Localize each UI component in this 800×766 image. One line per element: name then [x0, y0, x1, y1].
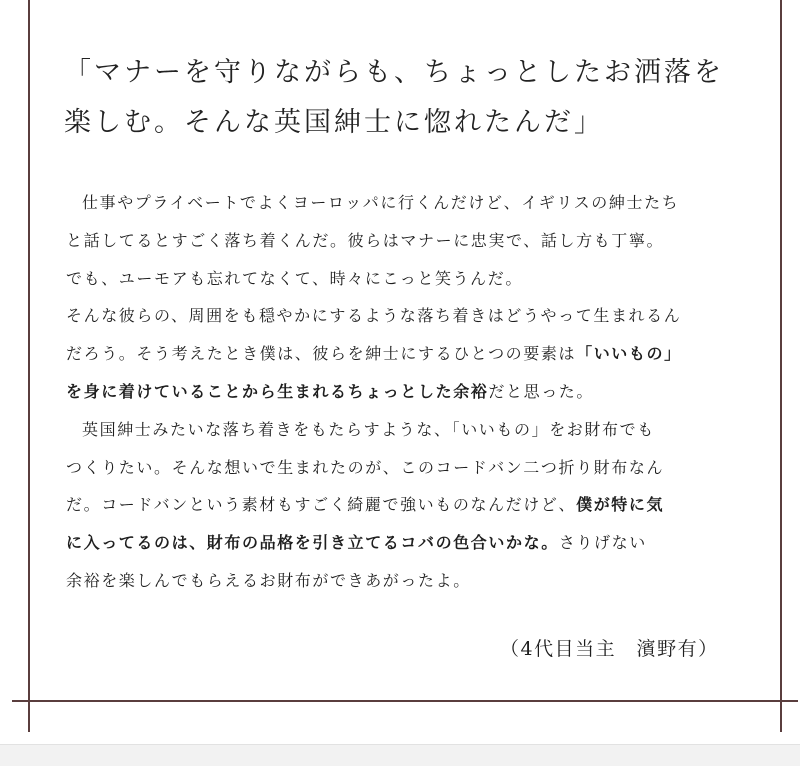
body-line: つくりたい。そんな想いで生まれたのが、このコードバン二つ折り財布なん	[66, 457, 665, 477]
heading-line-2: 楽しむ。そんな英国紳士に惚れたんだ」	[64, 107, 604, 138]
body-emphasis: を身に着けていることから生まれるちょっとした余裕	[66, 381, 489, 401]
body-line: 余裕を楽しんでもらえるお財布ができあがったよ。	[66, 570, 471, 590]
body-line	[66, 486, 750, 524]
story-body	[66, 184, 750, 600]
frame-right-line	[780, 0, 782, 732]
body-line: 仕事やプライベートでよくヨーロッパに行くんだけど、イギリスの紳士たち	[82, 193, 680, 212]
page-heading	[64, 48, 764, 148]
body-line: と話してるとすごく落ち着くんだ。彼らはマナーに忠実で、話し方も丁寧。	[66, 230, 665, 250]
body-text-span: だ。コードバンという素材もすごく綺麗で強いものなんだけど、	[66, 495, 577, 515]
body-emphasis: に入ってるのは、財布の品格を引き立てるコバの色合いかな。	[66, 533, 559, 553]
body-line: 英国紳士みたいな落ち着きをもたらすような、「いいもの」をお財布でも	[82, 419, 655, 439]
body-line	[66, 524, 750, 562]
author-signature: （4代目当主 濱野有）	[500, 638, 719, 660]
body-text-span: だと思った。	[488, 381, 595, 401]
body-line	[66, 373, 750, 411]
frame-bottom-line	[12, 700, 798, 702]
footer-strip	[0, 744, 800, 766]
body-text-span: さりげない	[558, 533, 647, 553]
body-line: でも、ユーモアも忘れてなくて、時々にこっと笑うんだ。	[66, 268, 523, 288]
frame-left-line	[28, 0, 30, 732]
body-line: そんな彼らの、周囲をも穏やかにするような落ち着きはどうやって生まれるん	[66, 306, 682, 326]
heading-line-1: 「マナーを守りながらも、ちょっとしたお洒落を	[64, 57, 724, 88]
body-line	[66, 335, 750, 373]
body-text-span: だろう。そう考えたとき僕は、彼らを紳士にするひとつの要素は	[66, 344, 577, 364]
body-emphasis: 僕が特に気	[576, 495, 665, 515]
body-emphasis: 「いいもの」	[576, 344, 682, 364]
